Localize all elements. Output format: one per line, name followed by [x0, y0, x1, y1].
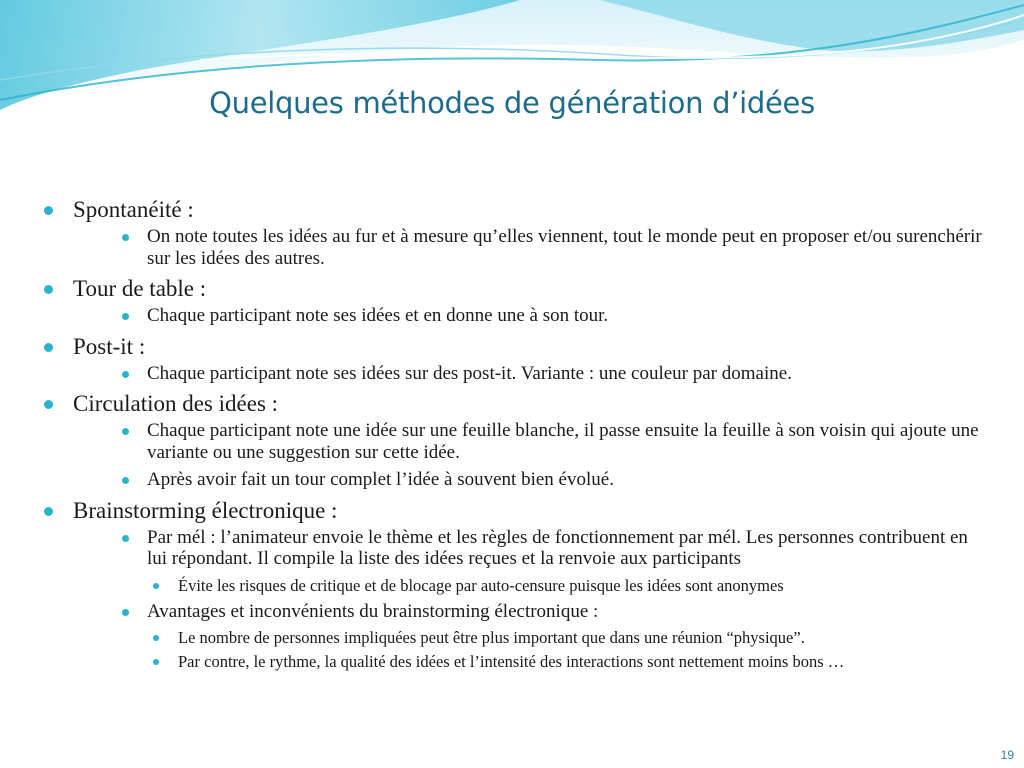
- page-number: 19: [1000, 748, 1014, 762]
- level3-text: Le nombre de personnes impliquées peut être plus important que dans une réunion “physique”.: [178, 628, 805, 647]
- level2-item: [73, 226, 990, 269]
- level2-item: [73, 420, 990, 463]
- level3-text: Évite les risques de critique et de blocage par auto-censure puisque les idées sont anonymes: [178, 575, 784, 595]
- level1-item: [40, 390, 990, 491]
- bullet-dot-icon: [44, 285, 53, 294]
- slide-title: Quelques méthodes de génération d’idées: [209, 86, 815, 120]
- level1-item: [40, 275, 990, 327]
- bullet-dot-icon: [122, 371, 129, 378]
- level2-text: Chaque participant note ses idées sur des post-it. Variante : une couleur par domaine.: [147, 362, 792, 384]
- level3-item: [73, 652, 990, 671]
- level2-item: [73, 305, 990, 327]
- level2-list: [73, 363, 990, 385]
- level3-text: Par contre, le rythme, la qualité des idées et l’intensité des interactions sont nettement moins bons …: [178, 652, 845, 671]
- bullet-dot-icon: [153, 583, 159, 589]
- bullet-dot-icon: [44, 400, 53, 409]
- level2-item: [73, 363, 990, 385]
- bullet-dot-icon: [122, 535, 129, 542]
- level1-label: Brainstorming électronique :: [73, 497, 338, 523]
- level1-item: [40, 333, 990, 385]
- level2-text: Chaque participant note ses idées et en donne une à son tour.: [147, 305, 609, 326]
- bullet-dot-icon: [153, 659, 159, 665]
- level2-list: [73, 226, 990, 269]
- level2-text: Avantages et inconvénients du brainstorming électronique :: [147, 600, 599, 622]
- bullet-dot-icon: [122, 477, 129, 484]
- level2-item: [73, 527, 990, 595]
- bullet-dot-icon: [153, 635, 159, 641]
- level3-item: [73, 576, 990, 595]
- level1-label: Spontanéité :: [73, 197, 194, 222]
- level1-item: [40, 196, 990, 269]
- level1-label: Tour de table :: [73, 276, 207, 301]
- level2-text: On note toutes les idées au fur et à mesure qu’elles viennent, tout le monde peut en proposer et/ou surenchérir sur les idées des autres.: [147, 226, 982, 269]
- bullet-dot-icon: [44, 206, 53, 215]
- bullet-dot-icon: [44, 343, 53, 352]
- bullet-dot-icon: [122, 234, 129, 241]
- bullet-dot-icon: [122, 313, 129, 320]
- level2-text: Par mél : l’animateur envoie le thème et les règles de fonctionnement par mél. Les personnes contribuent en lui répondant. Il compile la liste des idées reçues et la renvoie aux participants: [147, 526, 968, 569]
- level3-list: [73, 576, 990, 595]
- level2-item: [73, 601, 990, 672]
- level2-list: [73, 305, 990, 327]
- level1-label: Circulation des idées :: [73, 391, 279, 416]
- level2-list: [73, 527, 990, 672]
- level1-item: [40, 497, 990, 672]
- level2-list: [73, 420, 990, 491]
- bullet-dot-icon: [122, 428, 129, 435]
- level3-item: [73, 628, 990, 647]
- bullet-list: [40, 190, 990, 677]
- level2-item: [73, 469, 990, 491]
- level2-text: Chaque participant note une idée sur une feuille blanche, il passe ensuite la feuille à son voisin qui ajoute une variante ou une suggestion sur cette idée.: [147, 420, 979, 463]
- level1-label: Post-it :: [73, 333, 146, 359]
- level3-list: [73, 628, 990, 671]
- bullet-dot-icon: [122, 609, 129, 616]
- level2-text: Après avoir fait un tour complet l’idée à souvent bien évolué.: [147, 469, 614, 490]
- top-level-list: [40, 196, 990, 671]
- bullet-dot-icon: [44, 507, 53, 516]
